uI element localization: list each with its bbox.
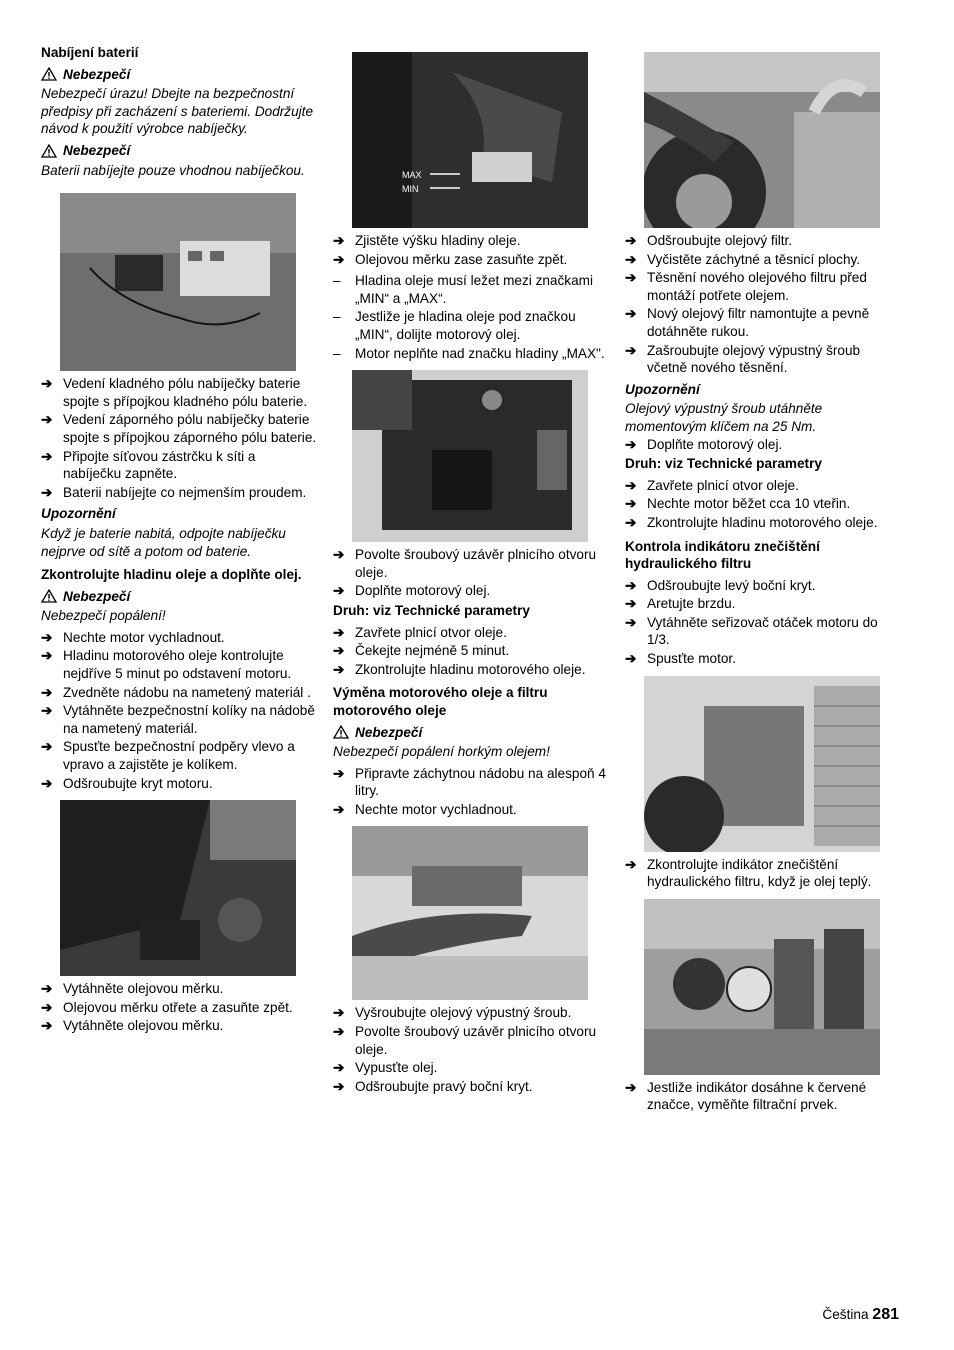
list-item — [333, 765, 611, 800]
list-item — [41, 684, 317, 702]
list-item — [625, 1079, 900, 1114]
arrow-right-icon: ➔ — [625, 251, 637, 267]
arrow-right-icon: ➔ — [41, 376, 53, 392]
engine-cover-photo — [60, 800, 296, 976]
spec-reference: Druh: viz Technické parametry — [333, 602, 530, 618]
arrow-right-icon: ➔ — [41, 648, 53, 664]
heading-oil-change: Výměna motorového oleje a filtru motorového oleje — [333, 685, 548, 718]
warning-text: Nebezpečí úrazu! Dbejte na bezpečnostní předpisy při zacházení s bateriemi. Dodržujte návod k použití výrobce nabíječky. — [41, 86, 314, 137]
list-item-text: Zkontrolujte hladinu motorového oleje. — [647, 514, 878, 530]
list-item-text: Baterii nabíjejte co nejmenším proudem. — [63, 484, 307, 500]
arrow-right-icon: ➔ — [625, 596, 637, 612]
list-item — [333, 642, 611, 660]
list-item — [333, 661, 611, 679]
list-item — [333, 546, 611, 581]
oil-filter-photo — [644, 52, 880, 228]
list-item — [333, 1004, 611, 1022]
filter-steps-list — [625, 232, 900, 377]
column-left — [41, 44, 317, 1039]
list-item-text: Spusťte motor. — [647, 651, 736, 667]
list-item — [41, 999, 317, 1017]
arrow-right-icon: ➔ — [333, 583, 345, 599]
oil-level-rules-list — [333, 272, 611, 362]
arrow-right-icon: ➔ — [333, 624, 345, 640]
list-item-text: Zvedněte nádobu na nametený materiál . — [63, 684, 311, 700]
arrow-right-icon: ➔ — [333, 1005, 345, 1021]
drain-plug-photo — [352, 826, 588, 1000]
arrow-right-icon: ➔ — [333, 1024, 345, 1040]
arrow-right-icon: ➔ — [625, 496, 637, 512]
list-item — [625, 514, 900, 532]
list-item-text: Spusťte bezpečnostní podpěry vlevo a vpravo a zajistěte je kolíkem. — [63, 739, 295, 773]
list-item — [333, 582, 611, 600]
list-item — [625, 342, 900, 377]
oil-steps-list — [41, 629, 317, 792]
list-item — [333, 624, 611, 642]
list-item-text: Vytáhněte bezpečnostní kolíky na nádobě na nametený materiál. — [63, 703, 315, 736]
min-mark-label: MIN — [402, 184, 419, 194]
oil-filler-photo — [352, 370, 588, 542]
list-item — [625, 436, 900, 454]
arrow-right-icon: ➔ — [625, 514, 637, 530]
list-item-text: Nový olejový filtr namontujte a pevně dotáhněte rukou. — [647, 306, 870, 339]
list-item — [625, 251, 900, 269]
list-item — [625, 614, 900, 649]
battery-steps-list — [41, 375, 317, 501]
arrow-right-icon: ➔ — [625, 436, 637, 452]
list-item — [333, 345, 611, 363]
list-item-text: Odšroubujte kryt motoru. — [63, 775, 213, 791]
arrow-right-icon: ➔ — [625, 233, 637, 248]
arrow-right-icon: ➔ — [333, 765, 345, 781]
warning-triangle-icon — [41, 589, 57, 603]
arrow-right-icon: ➔ — [333, 547, 345, 563]
list-item-text: Vypusťte olej. — [355, 1060, 438, 1076]
list-item — [41, 375, 317, 410]
list-item — [333, 1023, 611, 1058]
arrow-right-icon: ➔ — [333, 251, 345, 267]
list-item — [625, 856, 900, 891]
list-item-text: Vyčistěte záchytné a těsnicí plochy. — [647, 251, 861, 267]
list-item-text: Aretujte brzdu. — [647, 596, 736, 612]
list-item-text: Jestliže je hladina oleje pod značkou „MIN“, dolijte motorový olej. — [355, 309, 576, 342]
arrow-right-icon: ➔ — [625, 1079, 637, 1095]
list-item-text: Doplňte motorový olej. — [355, 583, 491, 599]
list-item — [333, 272, 611, 307]
warning-text: Baterii nabíjejte pouze vhodnou nabíječkou. — [41, 162, 305, 178]
arrow-right-icon: ➔ — [333, 1078, 345, 1094]
list-item — [41, 629, 317, 647]
warning-text: Nebezpečí popálení horkým olejem! — [333, 744, 550, 760]
arrow-right-icon: ➔ — [41, 1018, 53, 1034]
warning-text: Nebezpečí popálení! — [41, 608, 166, 624]
note-text: Když je baterie nabitá, odpojte nabíječku nejprve od sítě a potom od baterie. — [41, 525, 286, 559]
dash-bullet: – — [333, 345, 341, 361]
warning-triangle-icon — [333, 725, 349, 739]
list-item-text: Zavřete plnicí otvor oleje. — [355, 624, 507, 640]
run-engine-list — [625, 477, 900, 532]
list-item — [625, 269, 900, 304]
list-item-text: Doplňte motorový olej. — [647, 436, 783, 452]
arrow-right-icon: ➔ — [625, 306, 637, 322]
list-item — [41, 702, 317, 737]
heading-oil-level: Zkontrolujte hladinu oleje a doplňte olej. — [41, 567, 302, 583]
list-item — [333, 801, 611, 819]
list-item-text: Motor neplňte nad značku hladiny „MAX". — [355, 345, 605, 361]
arrow-right-icon: ➔ — [41, 775, 53, 791]
warning-triangle-icon — [41, 144, 57, 158]
list-item — [333, 251, 611, 269]
note-title: Upozornění — [625, 381, 700, 397]
list-item-text: Olejovou měrku otřete a zasuňte zpět. — [63, 999, 293, 1015]
list-item — [41, 484, 317, 502]
list-item-text: Odšroubujte olejový filtr. — [647, 233, 793, 248]
list-item — [333, 308, 611, 343]
heading-hydraulic-filter: Kontrola indikátoru znečištění hydraulického filtru — [625, 538, 820, 572]
list-item — [41, 775, 317, 793]
page-footer — [822, 1306, 899, 1324]
hydraulic-steps-list — [625, 577, 900, 668]
arrow-right-icon: ➔ — [41, 412, 53, 428]
list-item-text: Nechte motor vychladnout. — [355, 801, 517, 817]
arrow-right-icon: ➔ — [625, 477, 637, 493]
list-item — [625, 577, 900, 595]
arrow-right-icon: ➔ — [625, 342, 637, 358]
drain-steps-list — [333, 1004, 611, 1095]
warning-label: Nebezpečí — [333, 724, 611, 742]
note-title: Upozornění — [41, 506, 116, 522]
oil-change-prep-list — [333, 765, 611, 819]
dash-bullet: – — [333, 309, 341, 325]
arrow-right-icon: ➔ — [41, 739, 53, 755]
list-item-text: Nechte motor vychladnout. — [63, 629, 225, 645]
list-item-text: Odšroubujte levý boční kryt. — [647, 577, 816, 593]
oil-fill-list — [333, 546, 611, 600]
list-item — [333, 232, 611, 250]
list-item-text: Připravte záchytnou nádobu na alespoň 4 litry. — [355, 765, 606, 799]
list-item-text: Vytáhněte seřizovač otáček motoru do 1/3. — [647, 614, 878, 648]
warning-label: Nebezpečí — [41, 588, 317, 606]
list-item — [333, 1078, 611, 1096]
max-mark-label: MAX — [402, 170, 422, 180]
list-item — [41, 738, 317, 773]
arrow-right-icon: ➔ — [625, 856, 637, 872]
list-item-text: Vedení kladného pólu nabíječky baterie spojte s přípojkou kladného pólu baterie. — [63, 376, 308, 409]
arrow-right-icon: ➔ — [625, 651, 637, 667]
arrow-right-icon: ➔ — [333, 661, 345, 677]
arrow-right-icon: ➔ — [333, 1060, 345, 1076]
list-item-text: Připojte síťovou zástrčku k síti a nabíječku zapněte. — [63, 448, 256, 482]
arrow-right-icon: ➔ — [41, 448, 53, 464]
warning-triangle-icon — [41, 67, 57, 81]
replace-element-list — [625, 1079, 900, 1114]
list-item-text: Odšroubujte pravý boční kryt. — [355, 1078, 533, 1094]
list-item-text: Hladina oleje musí ležet mezi značkami „MIN“ a „MAX“. — [355, 273, 593, 306]
list-item — [625, 477, 900, 495]
list-item-text: Zavřete plnicí otvor oleje. — [647, 477, 799, 493]
dash-bullet: – — [333, 273, 341, 289]
column-middle — [333, 44, 611, 1099]
list-item-text: Zjistěte výšku hladiny oleje. — [355, 233, 521, 248]
arrow-right-icon: ➔ — [41, 684, 53, 700]
list-item-text: Vytáhněte olejovou měrku. — [63, 1018, 224, 1034]
list-item-text: Zašroubujte olejový výpustný šroub včetně nového těsnění. — [647, 342, 861, 376]
arrow-right-icon: ➔ — [41, 981, 53, 997]
list-item — [625, 595, 900, 613]
indicator-check-list — [625, 856, 900, 891]
list-item-text: Povolte šroubový uzávěr plnicího otvoru oleje. — [355, 547, 597, 580]
side-cover-photo — [644, 676, 880, 852]
list-item — [41, 647, 317, 682]
list-item — [41, 411, 317, 446]
list-item — [41, 1017, 317, 1035]
arrow-right-icon: ➔ — [333, 233, 345, 248]
list-item-text: Hladinu motorového oleje kontrolujte nejdříve 5 minut po odstavení motoru. — [63, 648, 292, 682]
list-item-text: Vedení záporného pólu nabíječky baterie spojte s přípojkou záporného pólu baterie. — [63, 412, 317, 445]
list-item-text: Čekejte nejméně 5 minut. — [355, 643, 510, 659]
arrow-right-icon: ➔ — [625, 577, 637, 593]
note-text: Olejový výpustný šroub utáhněte momentovým klíčem na 25 Nm. — [625, 401, 823, 434]
list-item — [41, 448, 317, 483]
page-number: 281 — [872, 1306, 899, 1323]
list-item-text: Nechte motor běžet cca 10 vteřin. — [647, 496, 851, 512]
list-item-text: Vyšroubujte olejový výpustný šroub. — [355, 1005, 572, 1021]
list-item-text: Vytáhněte olejovou měrku. — [63, 981, 224, 997]
list-item-text: Olejovou měrku zase zasuňte zpět. — [355, 251, 568, 267]
arrow-right-icon: ➔ — [41, 999, 53, 1015]
arrow-right-icon: ➔ — [625, 614, 637, 630]
arrow-right-icon: ➔ — [41, 629, 53, 645]
list-item-text: Jestliže indikátor dosáhne k červené značce, vyměňte filtrační prvek. — [647, 1079, 867, 1113]
arrow-right-icon: ➔ — [41, 484, 53, 500]
language-label: Čeština — [822, 1307, 869, 1322]
heading-battery-charging: Nabíjení baterií — [41, 45, 139, 60]
list-item-text: Zkontrolujte indikátor znečištění hydraulického filtru, když je olej teplý. — [647, 856, 872, 890]
dipstick-photo — [352, 52, 588, 228]
oil-check-list — [333, 232, 611, 268]
list-item-text: Těsnění nového olejového filtru před montáží potřete olejem. — [647, 270, 867, 303]
list-item — [625, 232, 900, 250]
list-item — [625, 650, 900, 668]
list-item-text: Zkontrolujte hladinu motorového oleje. — [355, 661, 586, 677]
oil-close-list — [333, 624, 611, 679]
dipstick-steps-list — [41, 980, 317, 1035]
arrow-right-icon: ➔ — [333, 643, 345, 659]
list-item — [625, 305, 900, 340]
spec-reference: Druh: viz Technické parametry — [625, 456, 822, 472]
warning-label: Nebezpečí — [41, 66, 317, 84]
warning-label: Nebezpečí — [41, 142, 317, 160]
list-item — [625, 495, 900, 513]
refill-list — [625, 436, 900, 454]
column-right — [625, 44, 900, 1118]
list-item — [333, 1059, 611, 1077]
filter-indicator-photo — [644, 899, 880, 1075]
arrow-right-icon: ➔ — [625, 270, 637, 286]
arrow-right-icon: ➔ — [333, 801, 345, 817]
arrow-right-icon: ➔ — [41, 703, 53, 719]
battery-charger-photo — [60, 193, 296, 371]
list-item — [41, 980, 317, 998]
list-item-text: Povolte šroubový uzávěr plnicího otvoru oleje. — [355, 1024, 597, 1057]
